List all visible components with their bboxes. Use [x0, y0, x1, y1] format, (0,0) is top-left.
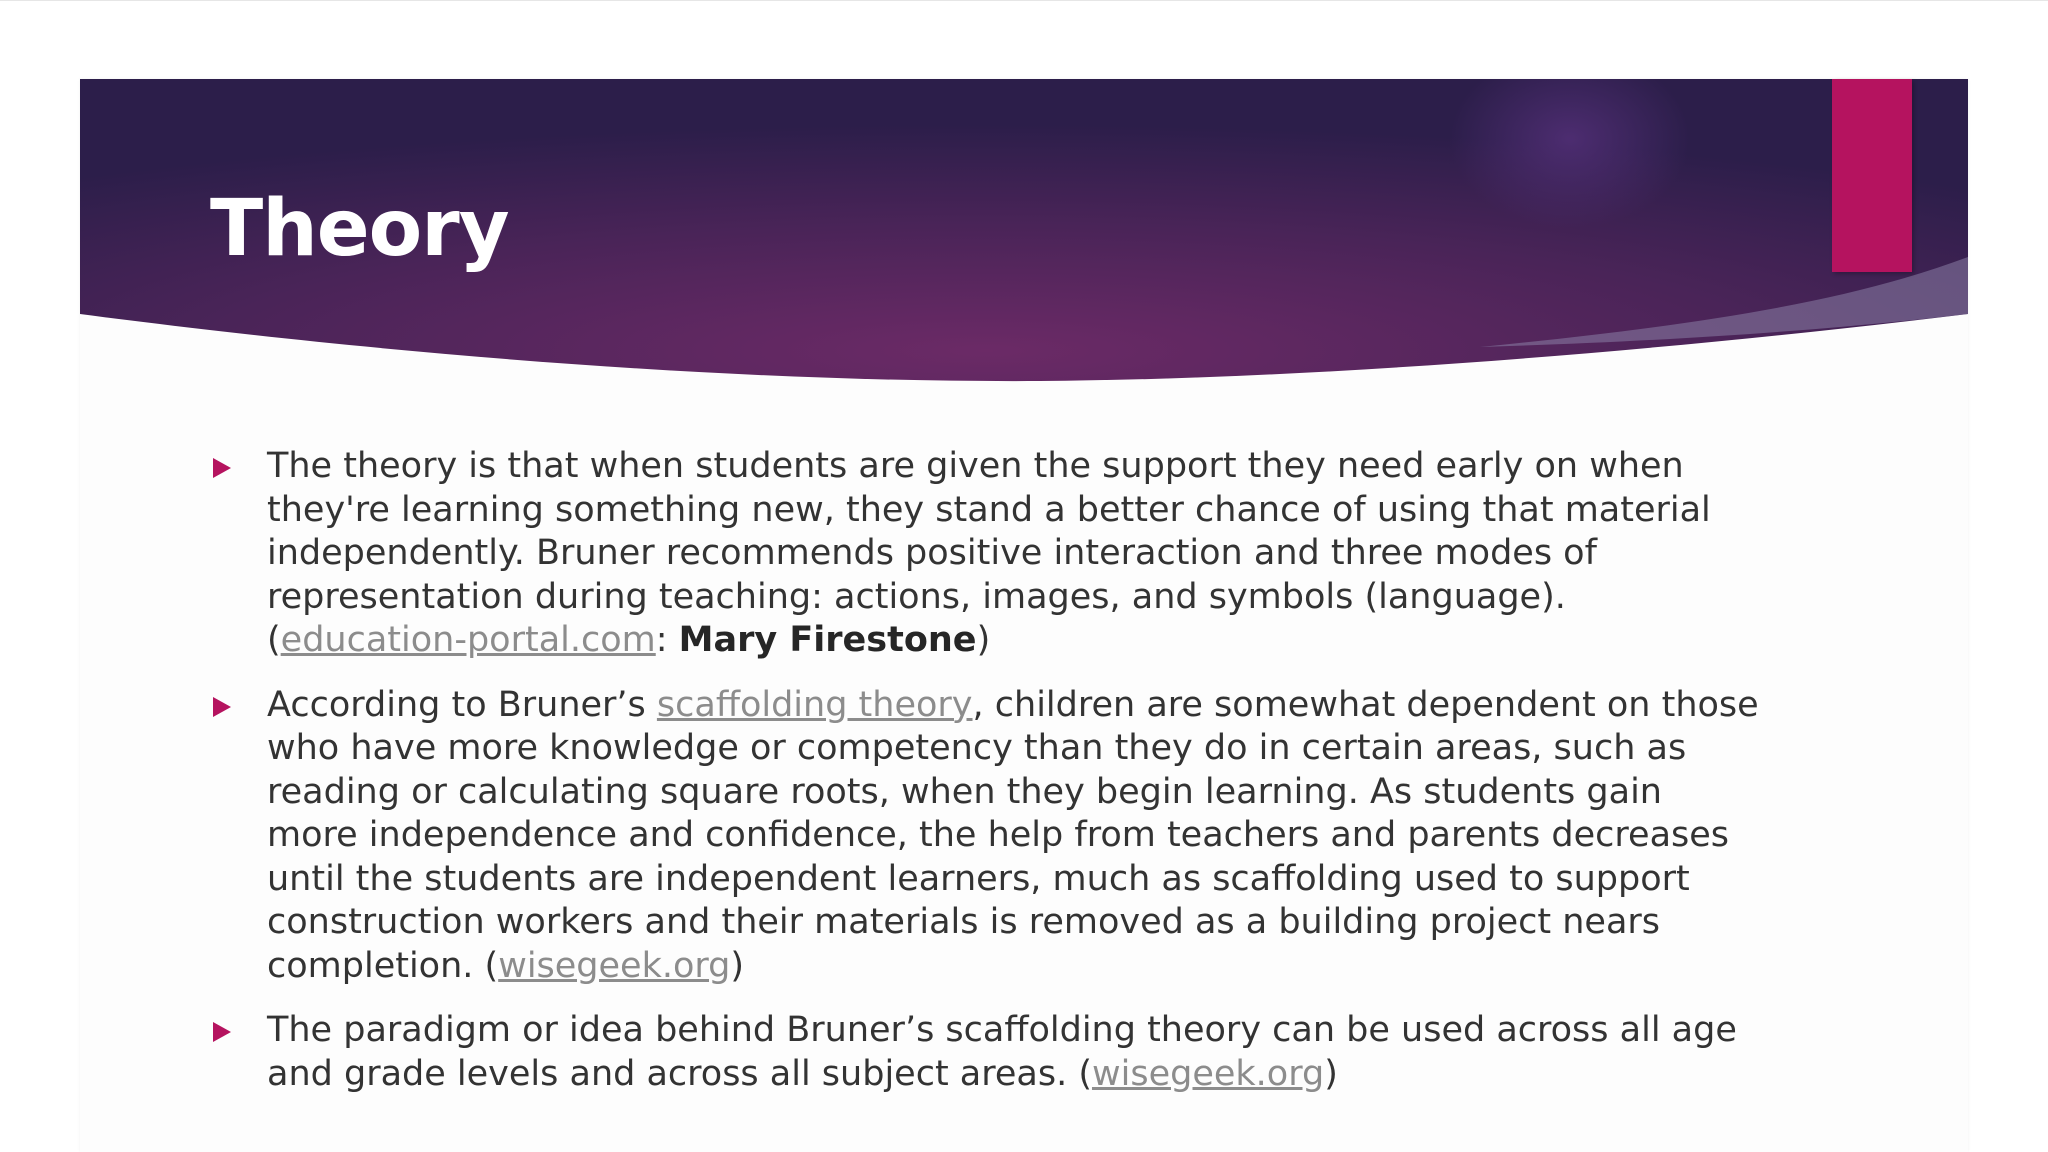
bullet-text: The theory is that when students are given the support they need early on when they're learning something new, they stand a better chance of using that material independently. Bruner recommends positive interaction and three modes of representation during teaching: actions, images, and symbols (language). ( — [267, 446, 1711, 660]
triangle-bullet-icon — [213, 697, 231, 717]
slide-title: Theory — [210, 184, 509, 274]
triangle-bullet-icon — [213, 458, 231, 478]
triangle-bullet-icon — [213, 1022, 231, 1042]
bullet-list — [210, 445, 1760, 1117]
accent-tab — [1832, 79, 1912, 272]
bullet-item — [210, 1009, 1760, 1096]
bullet-text: : — [655, 620, 679, 660]
wisegeek-link[interactable]: wisegeek.org — [1091, 1053, 1325, 1094]
author-name: Mary Firestone — [678, 620, 977, 660]
bullet-text: According to Bruner’s — [267, 684, 657, 725]
wisegeek-link[interactable]: wisegeek.org — [498, 945, 731, 986]
bullet-text: ) — [976, 620, 991, 660]
bullet-text: , children are somewhat dependent on those who have more knowledge or competency than they do in certain areas, such as reading or calculating square roots, when they begin learning. As students gain more independence and confidence, the help from teachers and parents decreases until the students are independent learners, much as scaffolding used to support construction workers and their materials is removed as a building project nears completion. ( — [267, 684, 1759, 986]
window-top-edge — [0, 0, 2048, 1]
bullet-text: ) — [1324, 1053, 1338, 1094]
bullet-text: ) — [730, 945, 745, 986]
bullet-text: The paradigm or idea behind Bruner’s scaffolding theory can be used across all age and grade levels and across all subject areas. ( — [267, 1010, 1737, 1094]
education-portal-link[interactable]: education-portal.com — [280, 620, 656, 660]
bullet-item — [210, 684, 1760, 989]
scaffolding-theory-link[interactable]: scaffolding theory — [656, 684, 973, 725]
bullet-item — [210, 445, 1760, 663]
slide — [80, 79, 1968, 1152]
